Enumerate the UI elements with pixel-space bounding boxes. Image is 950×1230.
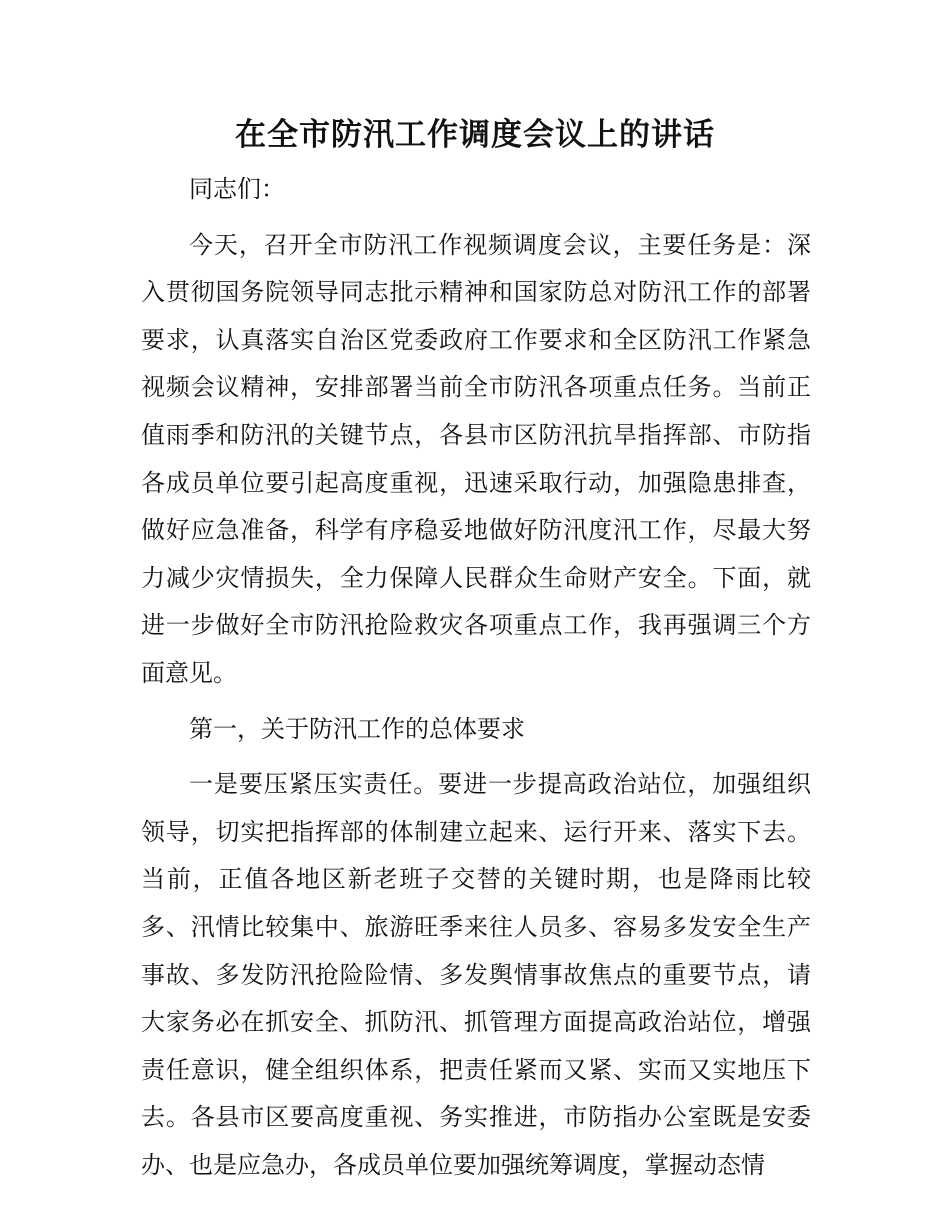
section-heading: 第一，关于防汛工作的总体要求 (189, 714, 525, 743)
document-body (141, 166, 811, 1197)
paragraph-intro: 今天，召开全市防汛工作视频调度会议，主要任务是：深入贯彻国务院领导同志批示精神和国家防总对防汛工作的部署要求，认真落实自治区党委政府工作要求和全区防汛工作紧急视频会议精神，安排部署当前全市防汛各项重点任务。当前正值雨季和防汛的关键节点，各县市区防汛抗旱指挥部、市防指各成员单位要引起高度重视，迅速采取行动，加强隐患排查，做好应急准备，科学有序稳妥地做好防汛度汛工作，尽最大努力减少灾情损失，全力保障人民群众生命财产安全。下面，就进一步做好全市防汛抢险救灾各项重点工作，我再强调三个方面意见。 (141, 230, 811, 687)
paragraph-responsibility: 一是要压紧压实责任。要进一步提高政治站位，加强组织领导，切实把指挥部的体制建立起来、运行开来、落实下去。当前，正值各地区新老班子交替的关键时期，也是降雨比较多、汛情比较集中、旅游旺季来往人员多、容易多发安全生产事故、多发防汛抢险险情、多发舆情事故焦点的重要节点，请大家务必在抓安全、抓防汛、抓管理方面提高政治站位，增强责任意识，健全组织体系，把责任紧而又紧、实而又实地压下去。各县市区要高度重视、务实推进，市防指办公室既是安委办、也是应急办，各成员单位要加强统筹调度，掌握动态情 (141, 770, 811, 1179)
page-title: 在全市防汛工作调度会议上的讲话 (235, 117, 715, 153)
salutation: 同志们： (189, 175, 285, 203)
